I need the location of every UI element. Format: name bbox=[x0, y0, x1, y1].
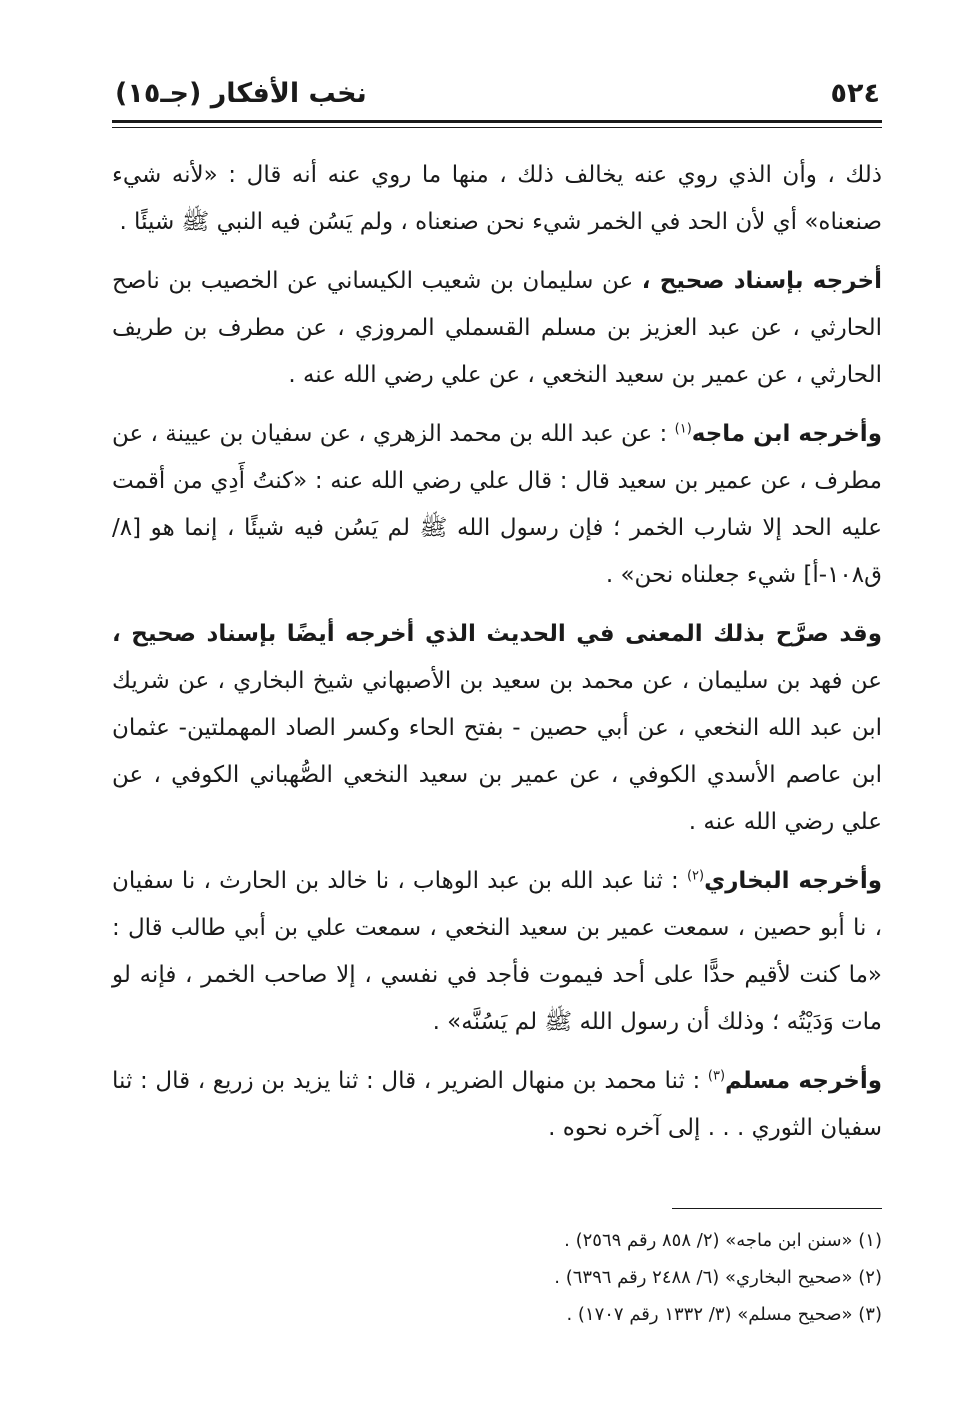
footnote: (٢) «صحيح البخاري» (٦/ ٢٤٨٨ رقم ٦٣٩٦) . bbox=[554, 1267, 882, 1288]
footnote-separator bbox=[672, 1208, 882, 1209]
paragraph bbox=[112, 152, 882, 246]
book-title: نخب الأفكار (جـ١٥) bbox=[115, 78, 367, 109]
paragraph-text: : ثنا محمد بن منهال الضرير ، قال : ثنا يزيد بن زريع ، قال : ثنا سفيان الثوري . . . إلى آخره نحوه . bbox=[112, 1068, 882, 1141]
paragraph-text: عن سليمان بن شعيب الكيساني عن الخصيب بن ناصح الحارثي ، عن عبد العزيز بن مسلم القسملي المروزي ، عن مطرف بن طريف الحارثي ، عن عمير بن سعيد النخعي ، عن علي رضي الله عنه . bbox=[112, 268, 882, 388]
paragraph bbox=[112, 858, 882, 1046]
paragraph bbox=[112, 1058, 882, 1152]
footnote: (١) «سنن ابن ماجه» (٢/ ٨٥٨ رقم ٢٥٦٩) . bbox=[564, 1230, 882, 1251]
paragraph bbox=[112, 411, 882, 599]
main-text bbox=[112, 152, 882, 1164]
paragraph-text: عن فهد بن سليمان ، عن محمد بن سعيد بن الأصبهاني شيخ البخاري ، عن شريك ابن عبد الله النخعي ، عن أبي حصين - بفتح الحاء وكسر الصاد المهملتين- عثمان ابن عاصم الأسدي الكوفي ، عن عمير بن سعيد النخعي الصُّهباني الكوفي ، عن علي رضي الله عنه . bbox=[112, 668, 882, 835]
header-rule-thick bbox=[112, 120, 882, 123]
footnote-ref: (٢) bbox=[686, 868, 705, 884]
page-number: ٥٢٤ bbox=[830, 78, 880, 109]
paragraph-bold-lead: وأخرجه مسلم bbox=[725, 1068, 883, 1094]
paragraph-bold-lead: وأخرجه البخاري bbox=[704, 868, 882, 894]
paragraph-bold-lead: وأخرجه ابن ماجه bbox=[691, 421, 882, 447]
paragraph-text: ذلك ، وأن الذي روي عنه يخالف ذلك ، منها ما روي عنه أنه قال : «لأنه شيء صنعناه» أي لأن الحد في الخمر شيء نحن صنعناه ، ولم يَسُن فيه النبي ﷺ شيئًا . bbox=[112, 162, 882, 235]
paragraph bbox=[112, 258, 882, 399]
footnotes bbox=[112, 1222, 882, 1333]
paragraph-bold-lead: أخرجه بإسناد صحيح ، bbox=[641, 268, 882, 294]
paragraph bbox=[112, 611, 882, 846]
paragraph-text: : ثنا عبد الله بن عبد الوهاب ، نا خالد بن الحارث ، نا سفيان ، نا أبو حصين ، سمعت عمير بن سعيد النخعي ، سمعت علي بن أبي طالب قال : «ما كنت لأقيم حدًّا على أحد فيموت فأجد في نفسي ، إلا صاحب الخمر ، فإنه لو مات وَدَيْتُه ؛ وذلك أن رسول الله ﷺ لم يَسُنَّه» . bbox=[112, 868, 882, 1035]
paragraph-text: : عن عبد الله بن محمد الزهري ، عن سفيان بن عيينة ، عن مطرف ، عن عمير بن سعيد قال : قال علي رضي الله عنه : «كنتُ أَدِي من أقمت عليه الحد إلا شارب الخمر ؛ فإن رسول الله ﷺ لم يَسُن فيه شيئًا ، إنما هو [٨/ ق١٠٨-أ] شيء جعلناه نحن» . bbox=[112, 421, 882, 588]
paragraph-bold-lead: وقد صرَّح بذلك المعنى في الحديث الذي أخرجه أيضًا بإسناد صحيح ، bbox=[112, 621, 882, 647]
footnote-ref: (٣) bbox=[707, 1068, 726, 1084]
running-header bbox=[115, 78, 880, 116]
header-rule-thin bbox=[112, 127, 882, 128]
footnote: (٣) «صحيح مسلم» (٣/ ١٣٣٢ رقم ١٧٠٧) . bbox=[566, 1304, 882, 1325]
footnote-ref: (١) bbox=[674, 421, 692, 437]
